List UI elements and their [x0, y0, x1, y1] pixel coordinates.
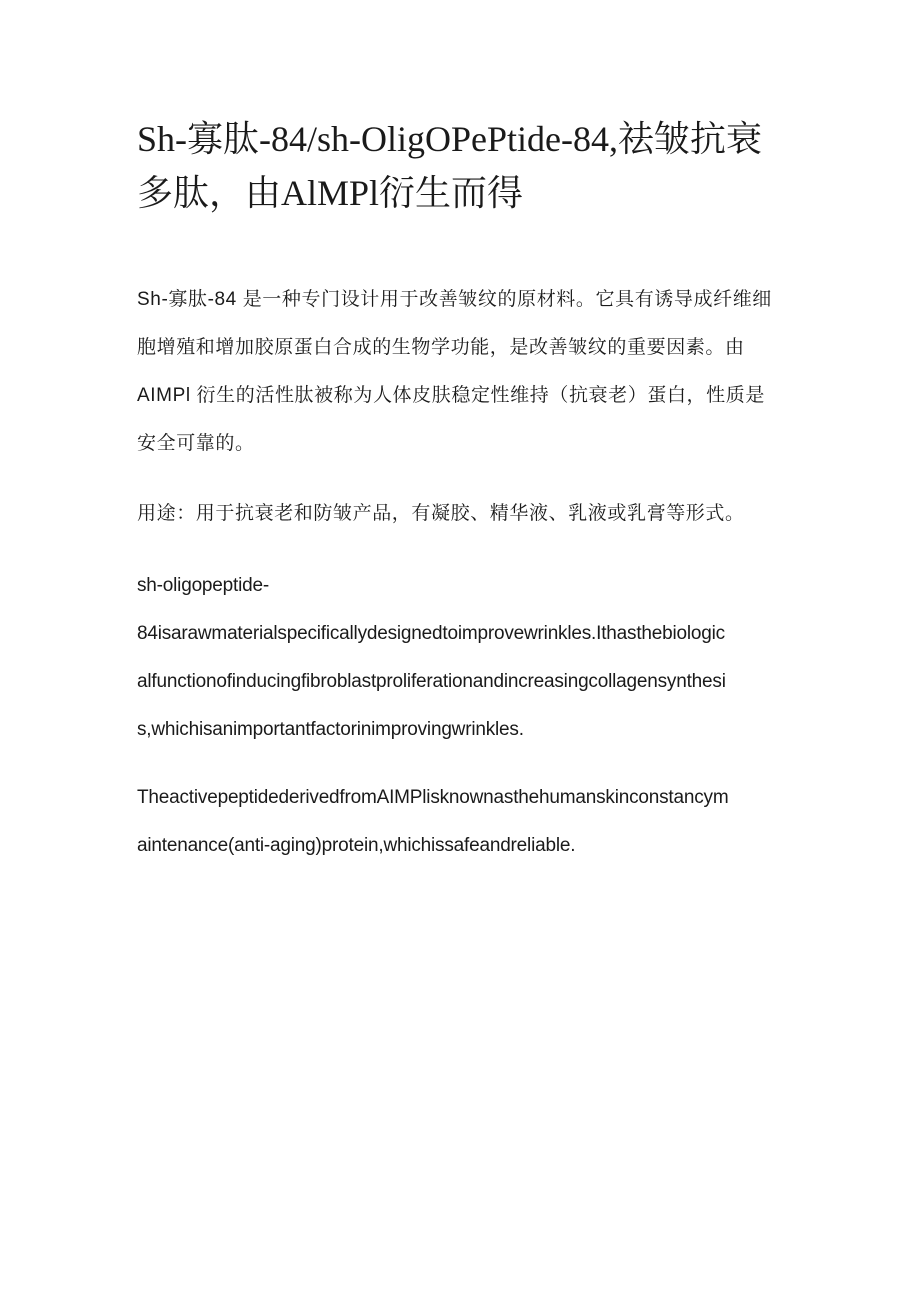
intro-paragraph [137, 276, 797, 468]
paragraph-line: alfunctionofinducingfibroblastproliferationandincreasingcollagensynthesi [137, 671, 726, 692]
paragraph-line: Sh-寡肽-84 是一种专门设计用于改善皱纹的原材料。它具有诱导成纤维细 [137, 289, 772, 310]
paragraph-line: TheactivepeptidederivedfromAIMPlisknownasthehumanskinconstancym [137, 787, 729, 808]
paragraph-line: 胞增殖和增加胶原蛋白合成的生物学功能，是改善皱纹的重要因素。由 [137, 337, 745, 358]
title-line: Sh-寡肽-84/sh-OligOPePtide-84,祛皱抗衰 [137, 119, 762, 159]
paragraph-line: 用途：用于抗衰老和防皱产品，有凝胶、精华液、乳液或乳膏等形式。 [137, 503, 745, 524]
usage-paragraph [137, 490, 797, 538]
paragraph-line: sh-oligopeptide- [137, 575, 269, 596]
paragraph-line: s,whichisanimportantfactorinimprovingwrinkles. [137, 719, 524, 740]
paragraph-line: aintenance(anti-aging)protein,whichissafeandreliable. [137, 835, 576, 856]
english-paragraph-1 [137, 562, 797, 754]
english-paragraph-2 [137, 774, 797, 870]
paragraph-line: 安全可靠的。 [137, 433, 255, 454]
paragraph-line: AIMPl 衍生的活性肽被称为人体皮肤稳定性维持（抗衰老）蛋白，性质是 [137, 385, 765, 406]
paragraph-line: 84isarawmaterialspecificallydesignedtoimprovewrinkles.Ithasthebiologic [137, 623, 725, 644]
document-title [137, 112, 797, 220]
title-line: 多肽，由AlMPl衍生而得 [137, 173, 524, 213]
